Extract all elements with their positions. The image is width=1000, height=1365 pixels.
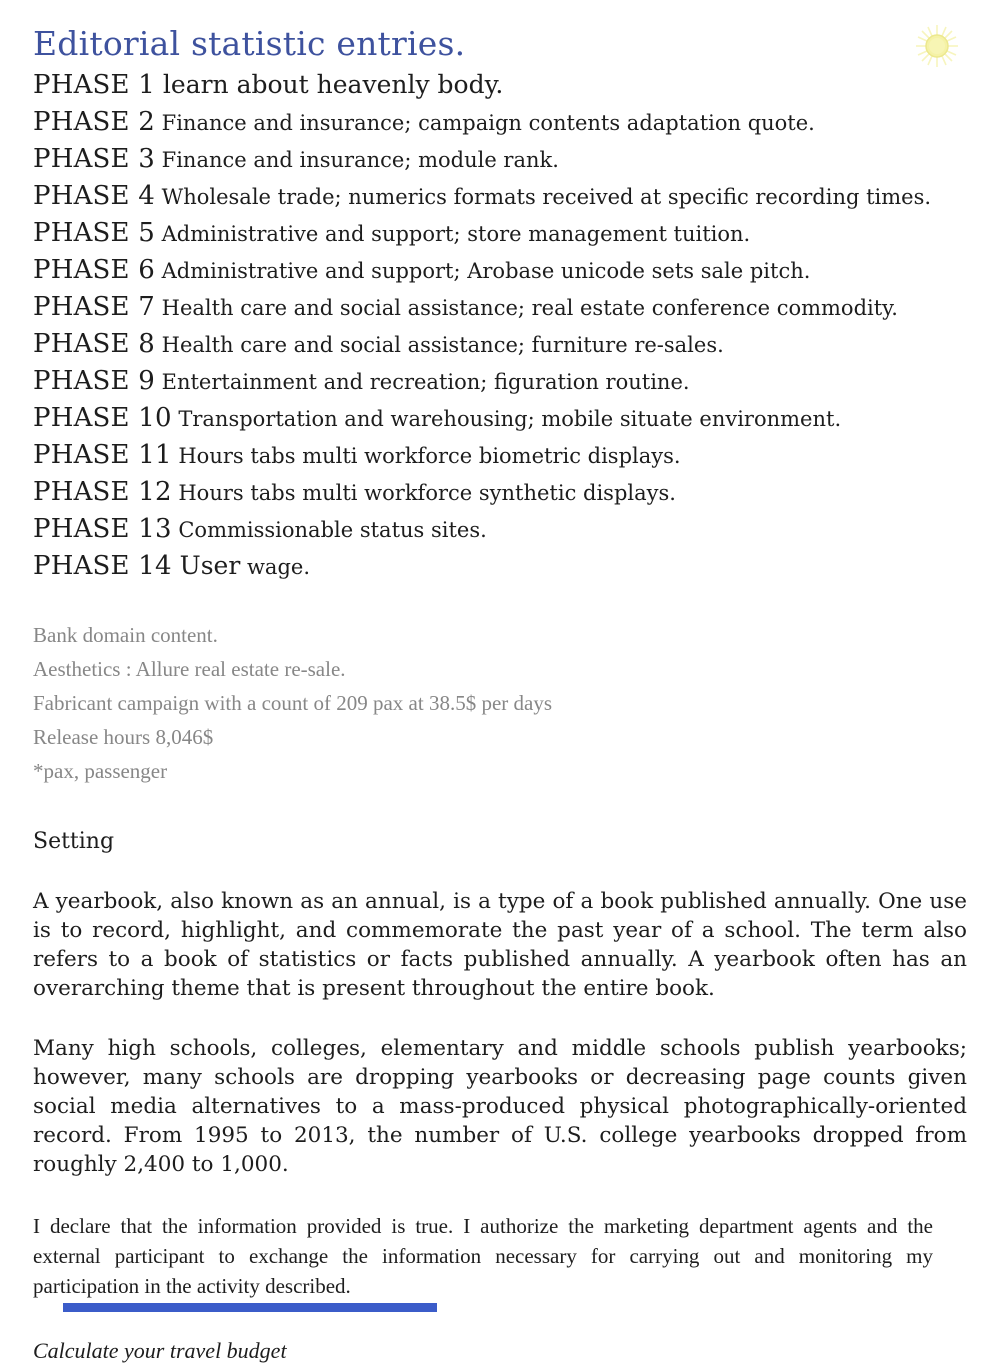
phase-label: PHASE 6 xyxy=(33,255,155,285)
body-paragraph: A yearbook, also known as an annual, is a type of a book published annually. One use is to record, highlight, and commemorate the past year of a school. The term also refers to a book of statistics or facts published annually. A yearbook often has an overarching theme that is present throughout the entire book. xyxy=(33,889,967,1001)
phase-item xyxy=(33,105,967,142)
phase-label: PHASE 3 xyxy=(33,144,155,174)
phase-description: Hours tabs multi workforce biometric displays. xyxy=(171,444,681,468)
page-title: Editorial statistic entries. xyxy=(33,24,466,63)
summary-line: Bank domain content. xyxy=(33,623,218,647)
phase-item xyxy=(33,549,967,586)
phase-description: Hours tabs multi workforce synthetic displays. xyxy=(171,481,676,505)
phase-item xyxy=(33,68,967,105)
phase-item xyxy=(33,179,967,216)
phase-label: PHASE 2 xyxy=(33,107,155,137)
phase-label: PHASE 5 xyxy=(33,218,155,248)
phase-label: PHASE 10 xyxy=(33,403,172,433)
bottom-blue-bar xyxy=(63,1303,437,1312)
phase-description: Administrative and support; Arobase unicode sets sale pitch. xyxy=(154,259,811,283)
travel-budget-note: Calculate your travel budget xyxy=(33,1338,287,1363)
phase-label: PHASE 9 xyxy=(33,366,155,396)
phase-description: Health care and social assistance; furniture re-sales. xyxy=(154,333,724,357)
summary-line: Fabricant campaign with a count of 209 pax at 38.5$ per days xyxy=(33,691,553,715)
phase-description-large: learn about heavenly body. xyxy=(154,70,504,99)
phase-description-large: User xyxy=(171,551,241,580)
phase-label: PHASE 11 xyxy=(33,440,172,470)
phase-label: PHASE 8 xyxy=(33,329,155,359)
phase-description: Health care and social assistance; real estate conference commodity. xyxy=(154,296,898,320)
summary-block xyxy=(33,618,967,788)
phase-item xyxy=(33,253,967,290)
phase-item xyxy=(33,475,967,512)
phase-description: Wholesale trade; numerics formats received at specific recording times. xyxy=(154,185,932,209)
sun-icon xyxy=(916,25,958,67)
phase-item xyxy=(33,142,967,179)
phase-item xyxy=(33,438,967,475)
body-paragraphs xyxy=(33,887,967,1179)
phase-description: Entertainment and recreation; figuration routine. xyxy=(154,370,690,394)
phase-item xyxy=(33,290,967,327)
phase-label: PHASE 12 xyxy=(33,477,172,507)
summary-line: Aesthetics : Allure real estate re-sale. xyxy=(33,657,346,681)
phase-description: Commissionable status sites. xyxy=(171,518,487,542)
phase-description: Finance and insurance; campaign contents adaptation quote. xyxy=(154,111,815,135)
phase-label: PHASE 13 xyxy=(33,514,172,544)
phase-item xyxy=(33,216,967,253)
phase-label: PHASE 14 xyxy=(33,551,172,581)
phase-label: PHASE 4 xyxy=(33,181,155,211)
summary-line: Release hours 8,046$ xyxy=(33,725,214,749)
phase-description: Administrative and support; store management tuition. xyxy=(154,222,751,246)
phase-item xyxy=(33,364,967,401)
phase-item xyxy=(33,327,967,364)
phase-description: wage. xyxy=(240,555,310,579)
setting-heading: Setting xyxy=(33,829,115,854)
body-paragraph: Many high schools, colleges, elementary and middle schools publish yearbooks; however, many schools are dropping yearbooks or decreasing page counts given social media alternatives to a mass-produced physical photographically-oriented record. From 1995 to 2013, the number of U.S. college yearbooks dropped from roughly 2,400 to 1,000. xyxy=(33,1036,967,1177)
phase-description: Finance and insurance; module rank. xyxy=(154,148,559,172)
declaration-paragraph: I declare that the information provided is true. I authorize the marketing department agents and the external participant to exchange the information necessary for carrying out and monitoring my participation in the activity described. xyxy=(33,1214,933,1298)
phase-item xyxy=(33,401,967,438)
phase-list xyxy=(33,68,967,586)
summary-line: *pax, passenger xyxy=(33,759,168,783)
phase-label: PHASE 1 xyxy=(33,70,155,100)
phase-description: Transportation and warehousing; mobile situate environment. xyxy=(171,407,842,431)
phase-item xyxy=(33,512,967,549)
phase-label: PHASE 7 xyxy=(33,292,155,322)
